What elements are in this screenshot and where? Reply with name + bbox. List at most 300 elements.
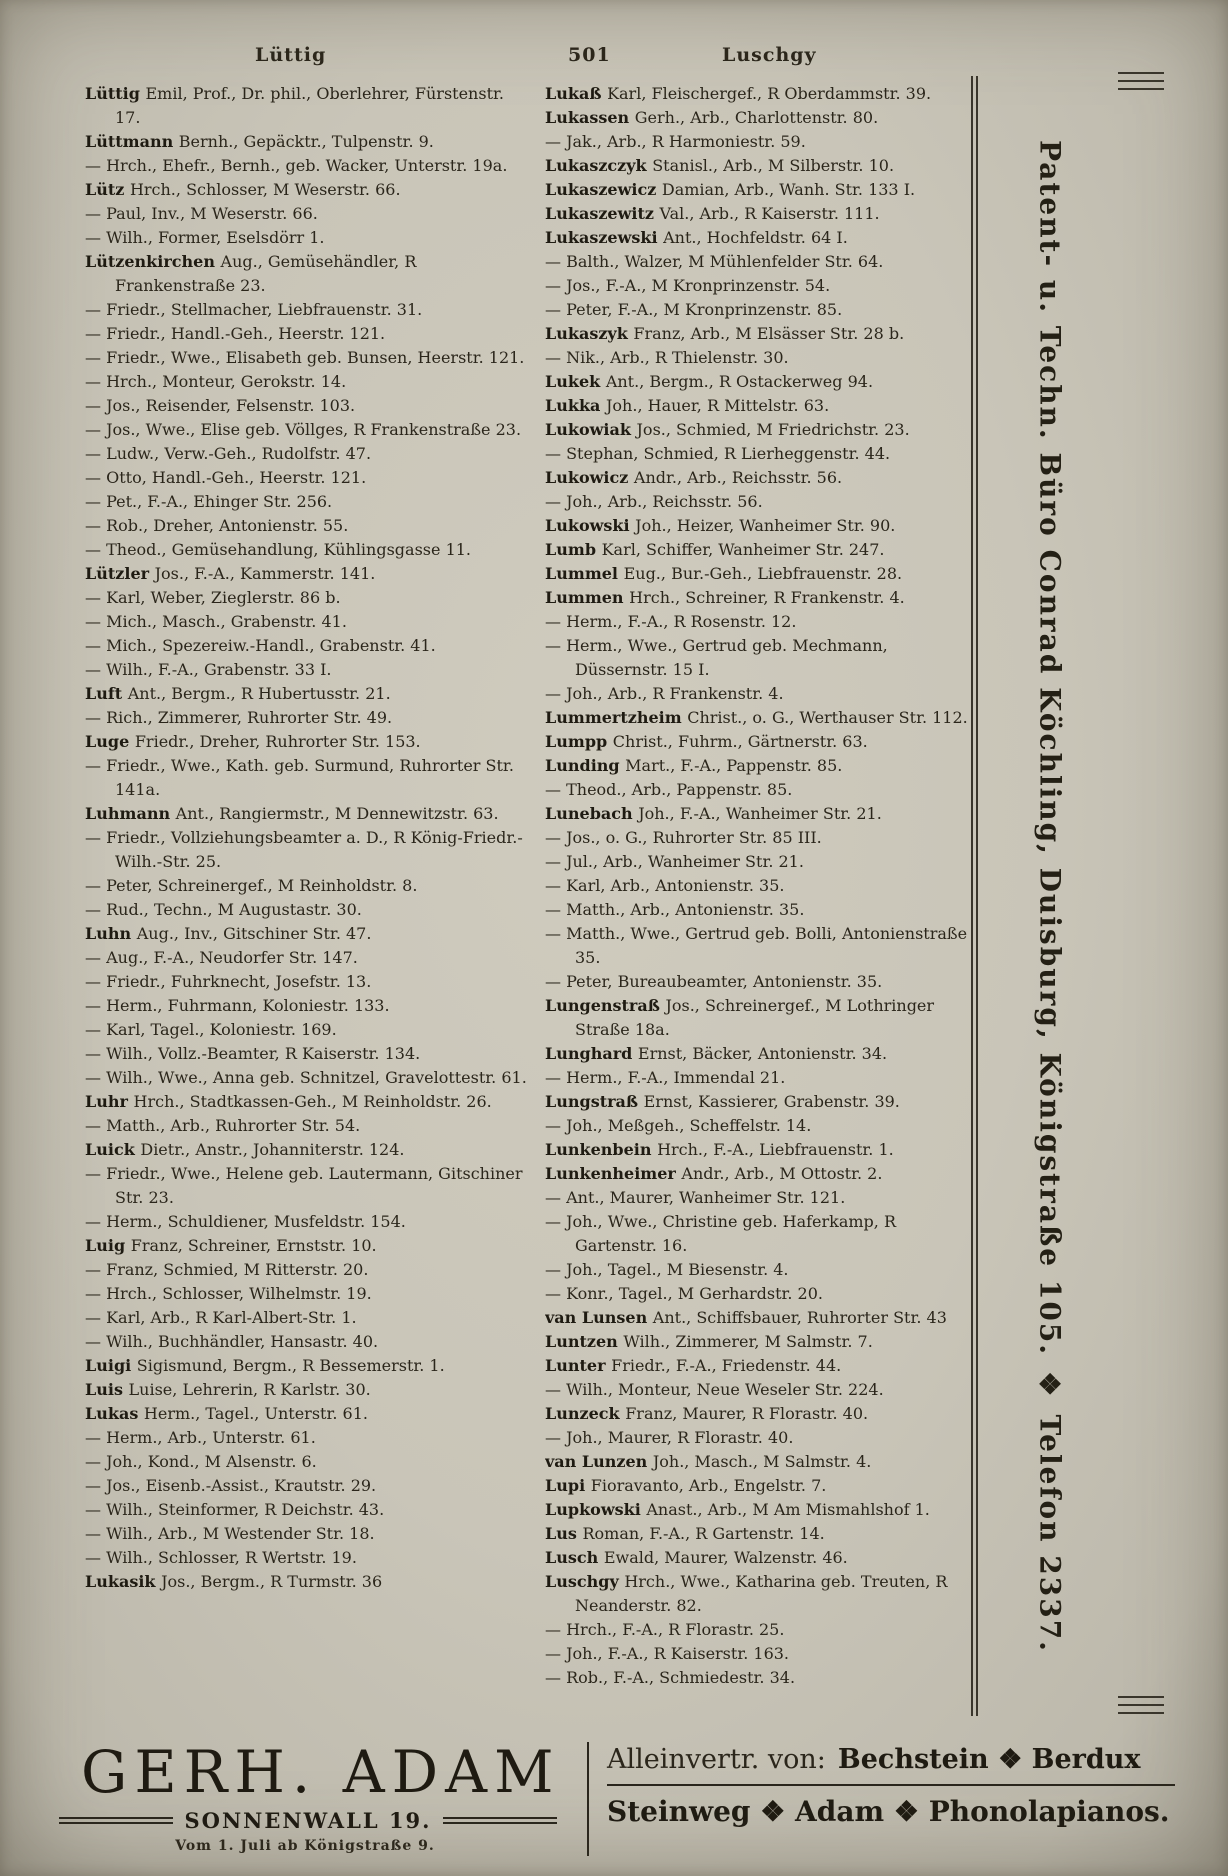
directory-entry: [545, 1450, 975, 1474]
entry-details: — Hrch., F.-A., R Florastr. 25.: [545, 1620, 785, 1639]
entry-details: — Joh., Maurer, R Florastr. 40.: [545, 1428, 794, 1447]
entry-surname: Lukowicz: [545, 468, 634, 487]
entry-surname: Lützler: [85, 564, 155, 583]
entry-details: Franz, Arb., M Elsässer Str. 28 b.: [633, 324, 905, 343]
directory-entry: [85, 370, 533, 394]
entry-details: — Friedr., Wwe., Kath. geb. Surmund, Ruhrorter Str. 141a.: [85, 756, 514, 799]
directory-entry: [85, 826, 533, 874]
directory-entry: [545, 1210, 975, 1258]
ornament-lines-bottom: [1118, 1690, 1164, 1714]
entry-details: — Paul, Inv., M Weserstr. 66.: [85, 204, 318, 223]
directory-entry: [85, 346, 533, 370]
directory-entry: [85, 490, 533, 514]
entry-surname: Lumb: [545, 540, 602, 559]
ornament-lines-top: [1118, 66, 1164, 90]
directory-entry: [85, 1138, 533, 1162]
directory-entry: [545, 370, 975, 394]
entry-surname: Lupi: [545, 1476, 591, 1495]
entry-details: Damian, Arb., Wanh. Str. 133 I.: [661, 180, 916, 199]
entry-details: — Friedr., Wwe., Helene geb. Lautermann, Gitschiner Str. 23.: [85, 1164, 523, 1207]
entry-details: Christ., o. G., Werthauser Str. 112.: [687, 708, 968, 727]
entry-details: — Wilh., F.-A., Grabenstr. 33 I.: [85, 660, 332, 679]
entry-details: — Rob., F.-A., Schmiedestr. 34.: [545, 1668, 796, 1687]
entry-details: Andr., Arb., Reichsstr. 56.: [633, 468, 843, 487]
directory-entry: [85, 1354, 533, 1378]
entry-details: Hrch., Stadtkassen-Geh., M Reinholdstr. 26.: [133, 1092, 492, 1111]
entry-surname: Lummel: [545, 564, 624, 583]
directory-entry: [545, 1258, 975, 1282]
directory-entry: [545, 394, 975, 418]
directory-entry: [545, 1114, 975, 1138]
directory-entry: [545, 1378, 975, 1402]
directory-entry: [545, 778, 975, 802]
entry-surname: Luhr: [85, 1092, 134, 1111]
entry-details: Wilh., Zimmerer, M Salmstr. 7.: [623, 1332, 873, 1351]
entry-surname: Lusch: [545, 1548, 604, 1567]
entry-details: — Jos., o. G., Ruhrorter Str. 85 III.: [545, 828, 822, 847]
entry-details: Val., Arb., R Kaiserstr. 111.: [659, 204, 880, 223]
entry-surname: Lukaszewski: [545, 228, 664, 247]
entry-details: — Wilh., Former, Eselsdörr 1.: [85, 228, 325, 247]
entry-details: Christ., Fuhrm., Gärtnerstr. 63.: [612, 732, 868, 751]
entry-details: — Karl, Tagel., Koloniestr. 169.: [85, 1020, 337, 1039]
directory-entry: [85, 1066, 533, 1090]
entry-surname: Lüttig: [85, 84, 146, 103]
entry-details: Hrch., Wwe., Katharina geb. Treuten, R Neanderstr. 82.: [575, 1572, 948, 1615]
entry-details: — Jos., Wwe., Elise geb. Völlges, R Frankenstraße 23.: [85, 420, 522, 439]
directory-entry: [85, 1114, 533, 1138]
entry-details: — Friedr., Stellmacher, Liebfrauenstr. 31.: [85, 300, 423, 319]
entry-details: — Jak., Arb., R Harmoniestr. 59.: [545, 132, 806, 151]
directory-entry: [545, 274, 975, 298]
entry-surname: Lukek: [545, 372, 606, 391]
directory-entry: [545, 730, 975, 754]
entry-details: — Theod., Gemüsehandlung, Kühlingsgasse 11.: [85, 540, 472, 559]
entry-details: Joh., Hauer, R Mittelstr. 63.: [606, 396, 830, 415]
entry-details: — Jos., Eisenb.-Assist., Krautstr. 29.: [85, 1476, 377, 1495]
entry-surname: Lützenkirchen: [85, 252, 221, 271]
entry-details: — Wilh., Steinformer, R Deichstr. 43.: [85, 1500, 385, 1519]
entry-surname: Lunkenbein: [545, 1140, 658, 1159]
directory-entry: [85, 442, 533, 466]
directory-entry: [545, 490, 975, 514]
entry-details: — Rud., Techn., M Augustastr. 30.: [85, 900, 362, 919]
directory-entry: [545, 130, 975, 154]
directory-entry: [545, 610, 975, 634]
entry-surname: Lukaszyk: [545, 324, 634, 343]
entry-details: Hrch., Schlosser, M Weserstr. 66.: [129, 180, 401, 199]
directory-entry: [545, 874, 975, 898]
directory-entry: [85, 730, 533, 754]
entry-details: Jos., Bergm., R Turmstr. 36: [161, 1572, 383, 1591]
entry-details: — Ludw., Verw.-Geh., Rudolfstr. 47.: [85, 444, 372, 463]
double-rule-right-icon: [443, 1817, 557, 1824]
directory-entry: [545, 418, 975, 442]
entry-details: — Hrch., Ehefr., Bernh., geb. Wacker, Unterstr. 19a.: [85, 156, 508, 175]
entry-details: — Peter, Schreinergef., M Reinholdstr. 8.: [85, 876, 418, 895]
entry-details: — Joh., Meßgeh., Scheffelstr. 14.: [545, 1116, 812, 1135]
directory-entry: [85, 538, 533, 562]
directory-entry: [545, 1090, 975, 1114]
header-keyword-right: Luschgy: [722, 44, 817, 66]
entry-details: — Mich., Masch., Grabenstr. 41.: [85, 612, 347, 631]
ad-horizontal-rule: [607, 1784, 1175, 1786]
directory-entry: [85, 1402, 533, 1426]
entry-details: Jos., Schreinergef., M Lothringer Straße 18a.: [575, 996, 935, 1039]
entry-details: — Wilh., Vollz.-Beamter, R Kaiserstr. 134.: [85, 1044, 421, 1063]
entry-surname: Lunkenheimer: [545, 1164, 682, 1183]
directory-entry: [545, 850, 975, 874]
entry-details: Aug., Inv., Gitschiner Str. 47.: [136, 924, 372, 943]
directory-entry: [545, 1618, 975, 1642]
entry-details: — Joh., Tagel., M Biesenstr. 4.: [545, 1260, 789, 1279]
entry-details: — Herm., F.-A., R Rosenstr. 12.: [545, 612, 797, 631]
entry-details: — Theod., Arb., Pappenstr. 85.: [545, 780, 793, 799]
directory-entry: [85, 298, 533, 322]
entry-details: Roman, F.-A., R Gartenstr. 14.: [582, 1524, 825, 1543]
directory-entry: [545, 634, 975, 682]
directory-entry: [85, 1090, 533, 1114]
directory-entry: [85, 1330, 533, 1354]
entry-details: Ernst, Kassierer, Grabenstr. 39.: [643, 1092, 900, 1111]
directory-entry: [545, 1330, 975, 1354]
entry-surname: Luntzen: [545, 1332, 624, 1351]
entry-details: Dietr., Anstr., Johanniterstr. 124.: [140, 1140, 405, 1159]
directory-entry: [85, 1378, 533, 1402]
directory-entry: [545, 1498, 975, 1522]
directory-entry: [85, 1210, 533, 1234]
directory-entry: [85, 1282, 533, 1306]
entry-surname: Luhmann: [85, 804, 176, 823]
entry-details: Jos., F.-A., Kammerstr. 141.: [154, 564, 376, 583]
directory-entry: [85, 250, 533, 298]
entry-details: Karl, Fleischergef., R Oberdammstr. 39.: [607, 84, 932, 103]
entry-surname: Lunebach: [545, 804, 639, 823]
directory-entry: [545, 1354, 975, 1378]
directory-column-left: [85, 82, 533, 1732]
entry-details: — Herm., F.-A., Immendal 21.: [545, 1068, 786, 1087]
entry-details: — Matth., Wwe., Gertrud geb. Bolli, Antonienstraße 35.: [545, 924, 968, 967]
entry-details: — Franz, Schmied, M Ritterstr. 20.: [85, 1260, 369, 1279]
directory-entry: [545, 1546, 975, 1570]
directory-entry: [85, 658, 533, 682]
directory-entry: [85, 1426, 533, 1450]
directory-entry: [545, 298, 975, 322]
directory-entry: [85, 154, 533, 178]
entry-details: — Karl, Arb., R Karl-Albert-Str. 1.: [85, 1308, 357, 1327]
entry-details: — Karl, Weber, Zieglerstr. 86 b.: [85, 588, 341, 607]
entry-details: — Stephan, Schmied, R Lierheggenstr. 44.: [545, 444, 891, 463]
directory-entry: [545, 178, 975, 202]
directory-entry: [545, 706, 975, 730]
directory-entry: [545, 1066, 975, 1090]
directory-entry: [85, 610, 533, 634]
entry-details: — Wilh., Arb., M Westender Str. 18.: [85, 1524, 375, 1543]
entry-surname: Lukaszewitz: [545, 204, 660, 223]
directory-entry: [545, 898, 975, 922]
entry-surname: Lumpp: [545, 732, 613, 751]
entry-surname: Lupkowski: [545, 1500, 647, 1519]
entry-surname: Lungstraß: [545, 1092, 644, 1111]
entry-surname: Lunzeck: [545, 1404, 626, 1423]
ad-dealer-brands: Bechstein ❖ Berdux: [837, 1744, 1141, 1775]
directory-entry: [85, 130, 533, 154]
ad-brands-line1: [607, 1744, 1175, 1775]
directory-entry: [85, 994, 533, 1018]
entry-details: — Matth., Arb., Ruhrorter Str. 54.: [85, 1116, 361, 1135]
entry-details: Franz, Schreiner, Ernststr. 10.: [130, 1236, 377, 1255]
entry-details: — Ant., Maurer, Wanheimer Str. 121.: [545, 1188, 846, 1207]
entry-surname: Lukassen: [545, 108, 635, 127]
entry-surname: Lukasik: [85, 1572, 162, 1591]
directory-entry: [85, 970, 533, 994]
entry-details: Karl, Schiffer, Wanheimer Str. 247.: [601, 540, 885, 559]
ad-dealer-prefix: Alleinvertr. von:: [607, 1744, 826, 1775]
entry-details: Gerh., Arb., Charlottenstr. 80.: [634, 108, 879, 127]
directory-entry: [545, 226, 975, 250]
entry-surname: Lukas: [85, 1404, 144, 1423]
entry-surname: Lukaszczyk: [545, 156, 653, 175]
entry-surname: Lukaß: [545, 84, 608, 103]
entry-details: Luise, Lehrerin, R Karlstr. 30.: [128, 1380, 371, 1399]
directory-entry: [85, 514, 533, 538]
entry-surname: Lunter: [545, 1356, 612, 1375]
ad-vertical-divider: [587, 1742, 589, 1856]
entry-details: Emil, Prof., Dr. phil., Oberlehrer, Fürstenstr. 17.: [115, 84, 504, 127]
bottom-advertisement: [55, 1740, 1175, 1866]
directory-entry: [545, 1282, 975, 1306]
entry-details: — Friedr., Vollziehungsbeamter a. D., R König-Friedr.-Wilh.-Str. 25.: [85, 828, 523, 871]
entry-details: Mart., F.-A., Pappenstr. 85.: [625, 756, 843, 775]
double-rule-left-icon: [59, 1817, 173, 1824]
entry-surname: Lummen: [545, 588, 630, 607]
entry-details: Friedr., F.-A., Friedenstr. 44.: [611, 1356, 842, 1375]
directory-entry: [545, 1522, 975, 1546]
directory-entry: [545, 82, 975, 106]
entry-details: Hrch., Schreiner, R Frankenstr. 4.: [629, 588, 905, 607]
directory-entry: [545, 754, 975, 778]
entry-surname: Lunding: [545, 756, 626, 775]
entry-details: — Peter, F.-A., M Kronprinzenstr. 85.: [545, 300, 843, 319]
entry-details: — Friedr., Fuhrknecht, Josefstr. 13.: [85, 972, 372, 991]
entry-details: — Nik., Arb., R Thielenstr. 30.: [545, 348, 789, 367]
entry-details: — Jul., Arb., Wanheimer Str. 21.: [545, 852, 804, 871]
directory-entry: [545, 202, 975, 226]
entry-surname: Luigi: [85, 1356, 137, 1375]
entry-details: — Friedr., Handl.-Geh., Heerstr. 121.: [85, 324, 386, 343]
entry-surname: Luig: [85, 1236, 131, 1255]
directory-entry: [85, 802, 533, 826]
directory-entry: [545, 1186, 975, 1210]
entry-surname: Lütz: [85, 180, 130, 199]
entry-details: Joh., F.-A., Wanheimer Str. 21.: [638, 804, 882, 823]
entry-details: — Konr., Tagel., M Gerhardstr. 20.: [545, 1284, 823, 1303]
entry-surname: Luft: [85, 684, 128, 703]
directory-entry: [545, 1570, 975, 1618]
directory-entry: [85, 1522, 533, 1546]
entry-details: — Matth., Arb., Antonienstr. 35.: [545, 900, 805, 919]
entry-details: Ewald, Maurer, Walzenstr. 46.: [603, 1548, 848, 1567]
entry-details: Franz, Maurer, R Florastr. 40.: [625, 1404, 869, 1423]
directory-entry: [85, 706, 533, 730]
entry-details: — Wilh., Monteur, Neue Weseler Str. 224.: [545, 1380, 884, 1399]
directory-entry: [545, 1642, 975, 1666]
directory-entry: [545, 106, 975, 130]
entry-surname: Lummertzheim: [545, 708, 688, 727]
directory-entry: [85, 1234, 533, 1258]
directory-entry: [545, 442, 975, 466]
entry-details: — Rich., Zimmerer, Ruhrorter Str. 49.: [85, 708, 393, 727]
directory-entry: [545, 994, 975, 1042]
entry-details: Ernst, Bäcker, Antonienstr. 34.: [637, 1044, 888, 1063]
directory-entry: [85, 1450, 533, 1474]
directory-entry: [85, 1474, 533, 1498]
directory-entry: [85, 754, 533, 802]
entry-details: Ant., Schiffsbauer, Ruhrorter Str. 43: [652, 1308, 947, 1327]
entry-details: Herm., Tagel., Unterstr. 61.: [143, 1404, 368, 1423]
entry-details: — Jos., Reisender, Felsenstr. 103.: [85, 396, 356, 415]
entry-details: — Joh., Arb., R Frankenstr. 4.: [545, 684, 784, 703]
directory-entry: [545, 802, 975, 826]
entry-details: — Rob., Dreher, Antonienstr. 55.: [85, 516, 349, 535]
entry-details: Joh., Heizer, Wanheimer Str. 90.: [635, 516, 896, 535]
entry-surname: Lukaszewicz: [545, 180, 662, 199]
directory-entry: [545, 682, 975, 706]
directory-entry: [545, 1666, 975, 1690]
directory-entry: [545, 970, 975, 994]
directory-column-right: [545, 82, 975, 1732]
directory-entry: [85, 874, 533, 898]
directory-entry: [85, 1162, 533, 1210]
entry-details: — Herm., Wwe., Gertrud geb. Mechmann, Düssernstr. 15 I.: [545, 636, 888, 679]
directory-entry: [545, 1042, 975, 1066]
ad-left-block: [55, 1740, 580, 1866]
directory-entry: [85, 1042, 533, 1066]
entry-details: — Hrch., Monteur, Gerokstr. 14.: [85, 372, 347, 391]
entry-surname: Lukowiak: [545, 420, 637, 439]
entry-details: Ant., Bergm., R Hubertusstr. 21.: [127, 684, 391, 703]
entry-details: — Friedr., Wwe., Elisabeth geb. Bunsen, Heerstr. 121.: [85, 348, 525, 367]
sidebar-ad-text: Patent- u. Techn. Büro Conrad Köchling, Duisburg, Königstraße 105. ❖ Telefon 2337.: [1033, 139, 1067, 1653]
entry-surname: Lus: [545, 1524, 583, 1543]
entry-surname: Lukowski: [545, 516, 636, 535]
directory-entry: [85, 82, 533, 130]
entry-details: — Wilh., Wwe., Anna geb. Schnitzel, Gravelottestr. 61.: [85, 1068, 527, 1087]
directory-entry: [85, 202, 533, 226]
page-number: 501: [568, 44, 611, 66]
directory-entry: [85, 634, 533, 658]
entry-details: — Jos., F.-A., M Kronprinzenstr. 54.: [545, 276, 831, 295]
entry-details: — Joh., F.-A., R Kaiserstr. 163.: [545, 1644, 790, 1663]
entry-details: Ant., Bergm., R Ostackerweg 94.: [605, 372, 874, 391]
directory-entry: [545, 1474, 975, 1498]
entry-details: Jos., Schmied, M Friedrichstr. 23.: [636, 420, 910, 439]
entry-details: Stanisl., Arb., M Silberstr. 10.: [652, 156, 895, 175]
directory-entry: [545, 1426, 975, 1450]
entry-surname: Luschgy: [545, 1572, 625, 1591]
directory-entry: [545, 322, 975, 346]
ad-move-note: Vom 1. Juli ab Königstraße 9.: [175, 1838, 435, 1854]
directory-entry: [85, 1546, 533, 1570]
sidebar-divider-rule: [971, 76, 978, 1716]
ad-street-banner: [59, 1808, 557, 1833]
entry-surname: van Lunzen: [545, 1452, 653, 1471]
directory-entry: [85, 466, 533, 490]
entry-details: Andr., Arb., M Ottostr. 2.: [681, 1164, 883, 1183]
directory-entry: [85, 1018, 533, 1042]
entry-details: — Wilh., Schlosser, R Wertstr. 19.: [85, 1548, 357, 1567]
entry-details: — Herm., Schuldiener, Musfeldstr. 154.: [85, 1212, 406, 1231]
directory-entry: [85, 394, 533, 418]
entry-details: Eug., Bur.-Geh., Liebfrauenstr. 28.: [623, 564, 903, 583]
entry-details: — Otto, Handl.-Geh., Heerstr. 121.: [85, 468, 367, 487]
directory-entry: [545, 250, 975, 274]
ad-street-text: SONNENWALL 19.: [184, 1808, 432, 1833]
directory-entry: [85, 226, 533, 250]
entry-details: — Joh., Wwe., Christine geb. Haferkamp, R Gartenstr. 16.: [545, 1212, 897, 1255]
directory-entry: [85, 586, 533, 610]
entry-details: — Mich., Spezereiw.-Handl., Grabenstr. 41.: [85, 636, 436, 655]
directory-entry: [85, 682, 533, 706]
directory-entry: [85, 322, 533, 346]
entry-details: — Joh., Arb., Reichsstr. 56.: [545, 492, 763, 511]
entry-surname: Luhn: [85, 924, 137, 943]
directory-entry: [85, 178, 533, 202]
entry-details: Bernh., Gepäcktr., Tulpenstr. 9.: [178, 132, 434, 151]
entry-surname: van Lunsen: [545, 1308, 653, 1327]
entry-details: — Aug., F.-A., Neudorfer Str. 147.: [85, 948, 358, 967]
directory-entry: [545, 346, 975, 370]
directory-entry: [85, 1306, 533, 1330]
entry-details: Ant., Rangiermstr., M Dennewitzstr. 63.: [175, 804, 499, 823]
header-keyword-left: Lüttig: [255, 44, 327, 66]
directory-entry: [545, 514, 975, 538]
sidebar-ad: [988, 84, 1112, 1708]
ad-right-block: [607, 1744, 1175, 1828]
entry-details: — Balth., Walzer, M Mühlenfelder Str. 64.: [545, 252, 884, 271]
entry-surname: Lunghard: [545, 1044, 638, 1063]
entry-details: — Herm., Arb., Unterstr. 61.: [85, 1428, 316, 1447]
entry-details: Aug., Gemüsehändler, R Frankenstraße 23.: [115, 252, 417, 295]
entry-details: — Peter, Bureaubeamter, Antonienstr. 35.: [545, 972, 883, 991]
entry-details: — Joh., Kond., M Alsenstr. 6.: [85, 1452, 317, 1471]
entry-details: — Herm., Fuhrmann, Koloniestr. 133.: [85, 996, 390, 1015]
directory-entry: [85, 1570, 533, 1594]
entry-surname: Lungenstraß: [545, 996, 666, 1015]
entry-surname: Luge: [85, 732, 135, 751]
directory-entry: [545, 562, 975, 586]
directory-entry: [545, 154, 975, 178]
directory-entry: [545, 826, 975, 850]
entry-surname: Lüttmann: [85, 132, 179, 151]
directory-entry: [545, 1306, 975, 1330]
directory-entry: [85, 898, 533, 922]
entry-details: — Karl, Arb., Antonienstr. 35.: [545, 876, 785, 895]
directory-entry: [85, 1498, 533, 1522]
entry-details: Joh., Masch., M Salmstr. 4.: [652, 1452, 872, 1471]
directory-entry: [85, 418, 533, 442]
directory-entry: [85, 922, 533, 946]
entry-surname: Luick: [85, 1140, 141, 1159]
directory-entry: [545, 538, 975, 562]
directory-entry: [545, 586, 975, 610]
directory-entry: [545, 1162, 975, 1186]
entry-details: — Pet., F.-A., Ehinger Str. 256.: [85, 492, 333, 511]
directory-entry: [545, 1138, 975, 1162]
directory-entry: [545, 466, 975, 490]
entry-surname: Lukka: [545, 396, 606, 415]
entry-details: Anast., Arb., M Am Mismahlshof 1.: [646, 1500, 930, 1519]
